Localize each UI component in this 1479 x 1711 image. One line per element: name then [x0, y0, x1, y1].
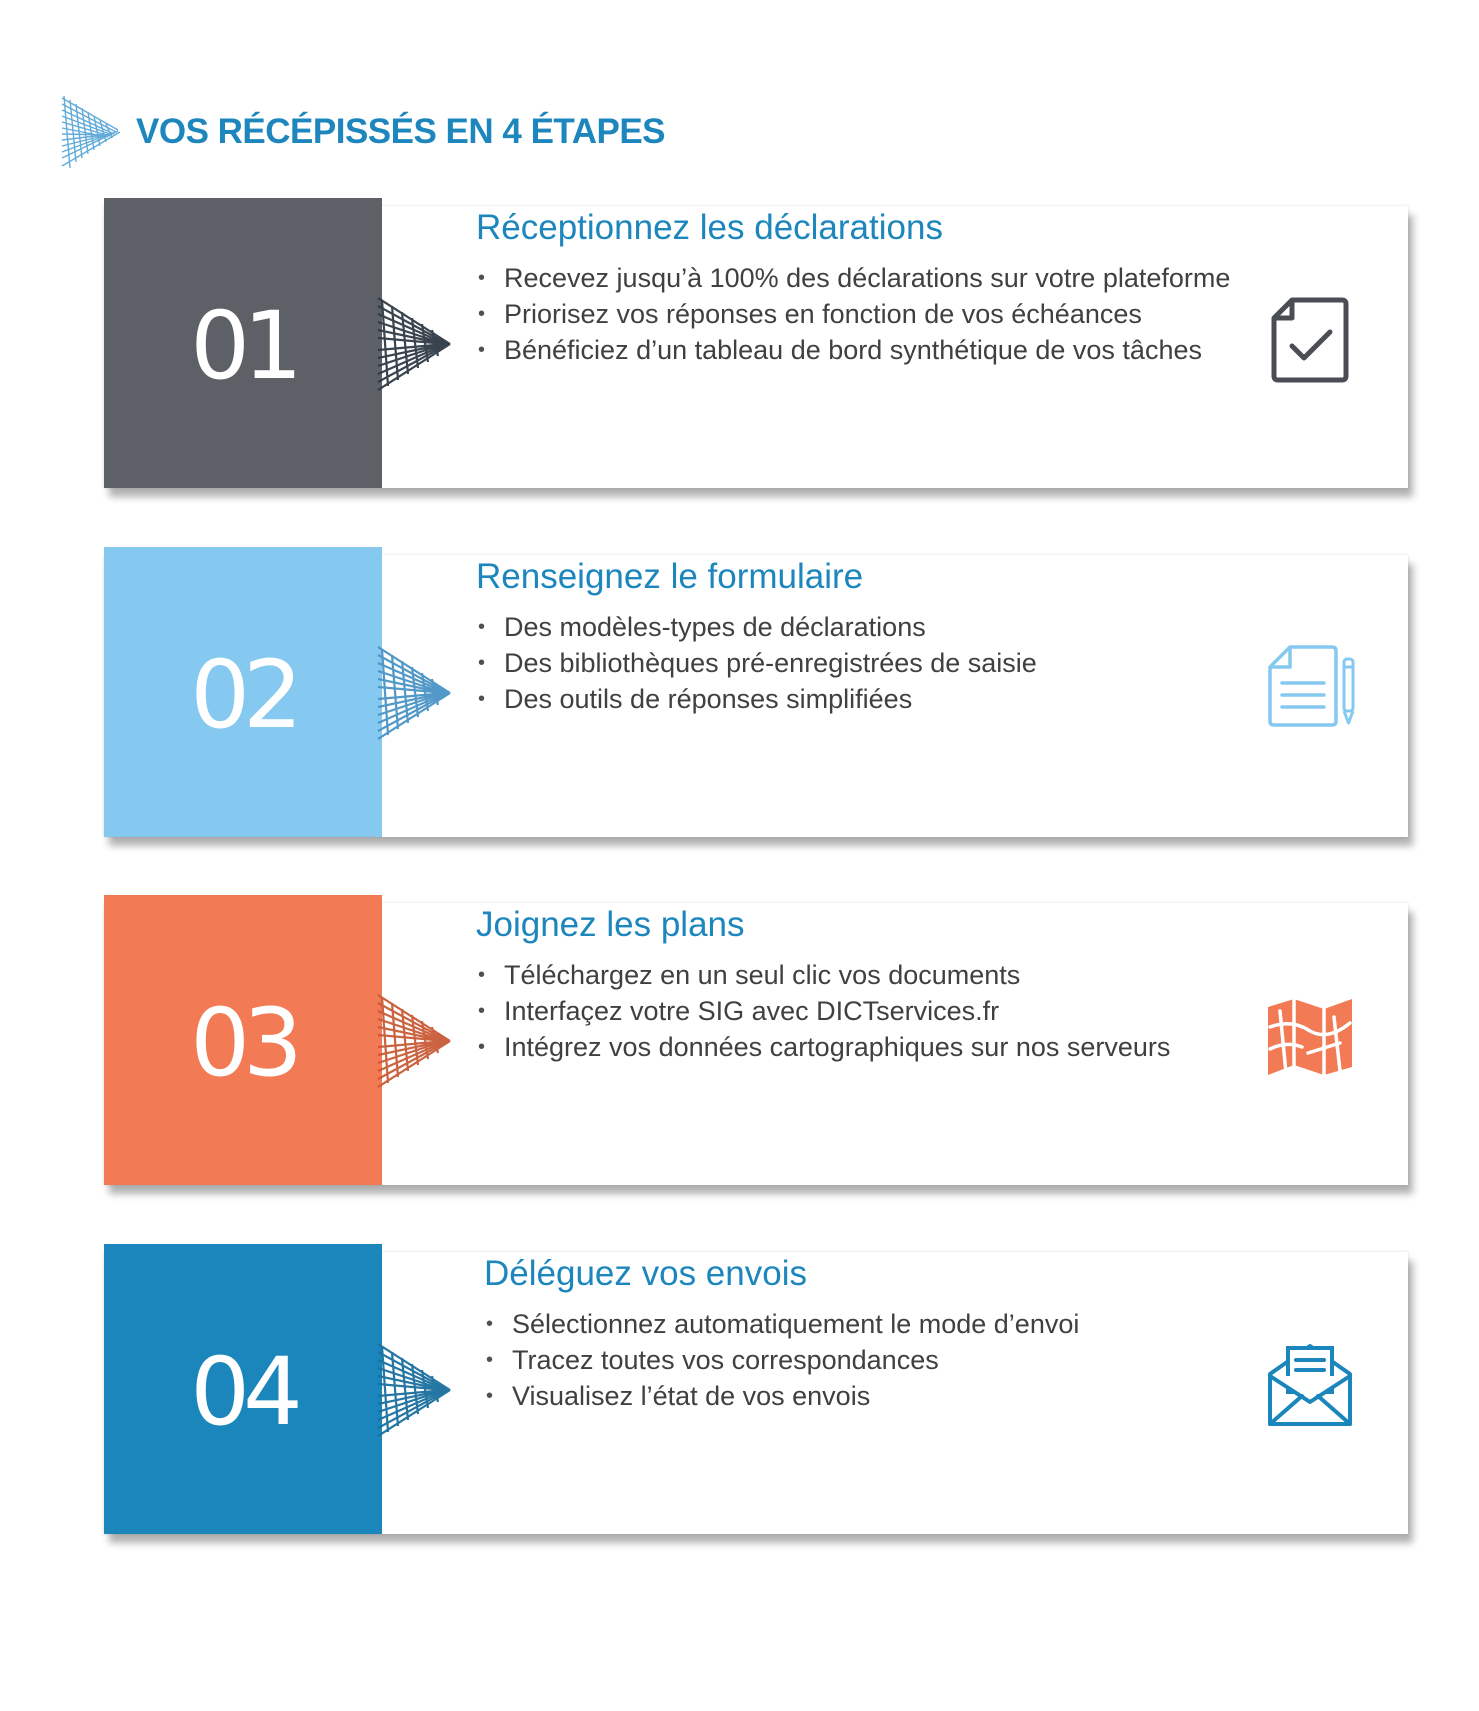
- scribble-play-icon: [60, 92, 124, 172]
- step-bullet: • Interfaçez votre SIG avec DICTservices.fr: [476, 993, 1256, 1029]
- step-bullet-list: [476, 957, 1256, 1065]
- scribble-arrow-icon: [374, 643, 458, 743]
- step-title: Renseignez le formulaire: [476, 557, 864, 596]
- step-number-box: [104, 895, 382, 1185]
- step-card-4: [104, 1244, 1408, 1534]
- scribble-arrow-icon: [374, 991, 458, 1091]
- form-pencil-icon: [1262, 635, 1358, 739]
- step-bullet: • Bénéficiez d’un tableau de bord synthétique de vos tâches: [476, 332, 1256, 368]
- step-number-box: [104, 198, 382, 488]
- step-bullet-list: [476, 609, 1256, 717]
- step-title: Joignez les plans: [476, 905, 745, 944]
- step-bullet-list: [484, 1306, 1264, 1414]
- page-title: VOS RÉCÉPISSÉS EN 4 ÉTAPES: [136, 112, 666, 151]
- page-header: [60, 92, 665, 172]
- step-bullet-list: [476, 260, 1256, 368]
- step-bullet: • Des modèles-types de déclarations: [476, 609, 1256, 645]
- step-number: 02: [190, 641, 296, 750]
- step-bullet: • Des outils de réponses simplifiées: [476, 681, 1256, 717]
- scribble-arrow-icon: [374, 1340, 458, 1440]
- step-number-box: [104, 547, 382, 837]
- step-bullet: • Recevez jusqu’à 100% des déclarations sur votre plateforme: [476, 260, 1256, 296]
- step-number-box: [104, 1244, 382, 1534]
- step-bullet: • Téléchargez en un seul clic vos documents: [476, 957, 1256, 993]
- step-bullet: • Intégrez vos données cartographiques sur nos serveurs: [476, 1029, 1256, 1065]
- scribble-arrow-icon: [374, 294, 458, 394]
- step-title: Réceptionnez les déclarations: [476, 208, 943, 247]
- envelope-letter-icon: [1262, 1332, 1358, 1436]
- step-bullet: • Tracez toutes vos correspondances: [484, 1342, 1264, 1378]
- step-number: 04: [190, 1338, 296, 1447]
- step-bullet: • Des bibliothèques pré-enregistrées de saisie: [476, 645, 1256, 681]
- step-number: 03: [190, 989, 296, 1098]
- step-bullet: • Sélectionnez automatiquement le mode d’envoi: [484, 1306, 1264, 1342]
- document-check-icon: [1262, 286, 1358, 390]
- step-card-3: [104, 895, 1408, 1185]
- step-card-1: [104, 198, 1408, 488]
- step-bullet: • Priorisez vos réponses en fonction de vos échéances: [476, 296, 1256, 332]
- step-bullet: • Visualisez l’état de vos envois: [484, 1378, 1264, 1414]
- step-card-2: [104, 547, 1408, 837]
- folded-map-icon: [1262, 983, 1358, 1087]
- step-number: 01: [190, 292, 296, 401]
- step-title: Déléguez vos envois: [484, 1254, 807, 1293]
